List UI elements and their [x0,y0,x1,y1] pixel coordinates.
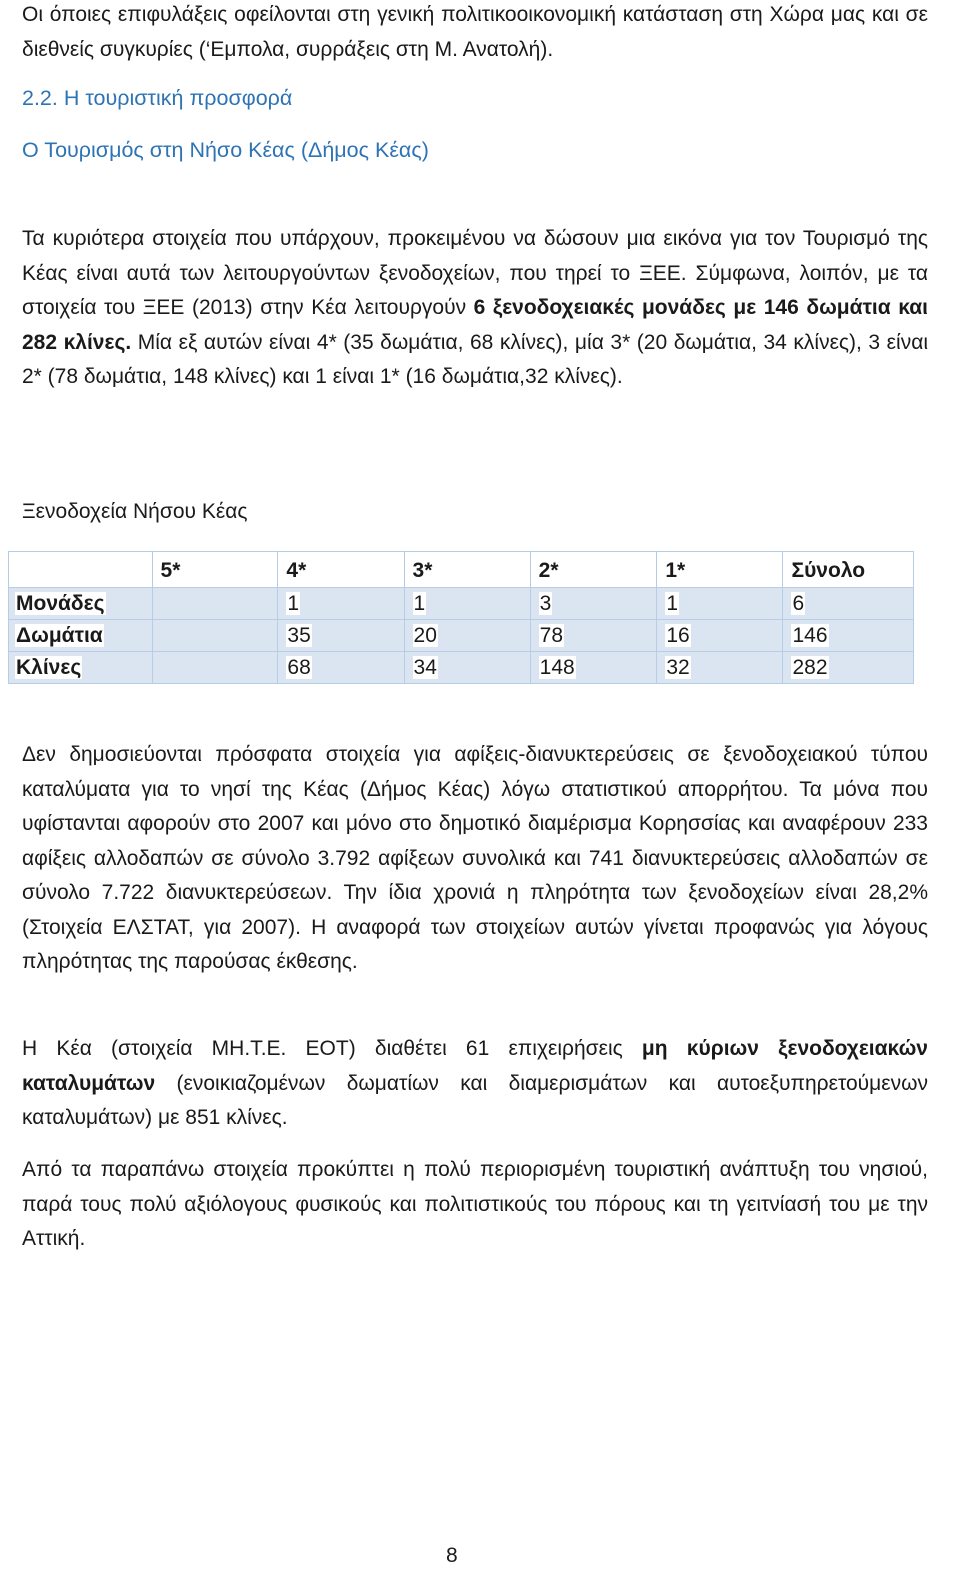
hotels-table [8,551,914,684]
subsection-heading: Ο Τουρισμός στη Νήσο Κέας (Δήμος Κέας) [22,138,429,162]
table-row [9,620,914,652]
table-row-label: Δωμάτια [9,620,153,652]
table-header-row [9,552,914,588]
arrivals-paragraph: Δεν δημοσιεύονται πρόσφατα στοιχεία για αφίξεις-διανυκτερεύσεις σε ξενοδοχειακού τύπου καταλύματα για το νησί της Κέας (Δήμος Κέας) λόγω στατιστικού απορρήτου. Τα μόνα που υφίστανται αφορούν στο 2007 και μόνο στο δημοτικό διαμέρισμα Κορησσίας και αναφέρουν 233 αφίξεις αλλοδαπών σε σύνολο 3.792 αφίξεων συνολικά και 741 διανυκτερεύσεις αλλοδαπών σε σύνολο 7.722 διανυκτερεύσεων. Την ίδια χρονιά η πληρότητα των ξενοδοχείων είναι 28,2% (Στοιχεία ΕΛΣΤΑΤ, για 2007). Η αναφορά των στοιχείων αυτών γίνεται προφανώς για λόγους πληρότητας της παρούσας έκθεσης. [22,743,928,973]
table-cell [152,588,278,620]
intro-paragraph: Οι όποιες επιφυλάξεις οφείλονται στη γενική πολιτικοοικονομική κατάσταση στη Χώρα μας και σε διεθνείς συγκυρίες (‘Εμπολα, συρράξεις στη Μ. Ανατολή). [22,3,928,61]
table-cell: 78 [530,620,657,652]
hotels-paragraph [22,222,928,395]
table-header-cell: Σύνολο [783,552,914,588]
table-cell: 32 [657,652,783,684]
hotels-paragraph-bold: 6 ξενοδοχειακές μονάδες με 146 δωμάτια και 282 κλίνες. [22,296,928,354]
table-cell [152,620,278,652]
table-cell: 1 [404,588,530,620]
table-cell: 35 [278,620,404,652]
table-cell: 148 [530,652,657,684]
rooms-paragraph-text-1: Η Κέα (στοιχεία ΜΗ.Τ.Ε. ΕΟΤ) διαθέτει 61 επιχειρήσεις [22,1037,642,1060]
table-cell: 1 [657,588,783,620]
table-cell: 282 [783,652,914,684]
section-heading: 2.2. Η τουριστική προσφορά [22,86,293,110]
table-header-cell: 4* [278,552,404,588]
table-header-cell: 2* [530,552,657,588]
table-header-cell: 5* [152,552,278,588]
table-header-cell [9,552,153,588]
table-cell: 68 [278,652,404,684]
page-number: 8 [446,1544,458,1567]
table-cell: 6 [783,588,914,620]
table-cell: 1 [278,588,404,620]
table-row [9,588,914,620]
hotels-paragraph-text-2: Μία εξ αυτών είναι 4* (35 δωμάτια, 68 κλίνες), μία 3* (20 δωμάτια, 34 κλίνες), 3 είναι 2* (78 δωμάτια, 148 κλίνες) και 1 είναι 1* (16 δωμάτια,32 κλίνες). [22,330,928,388]
table-cell: 20 [404,620,530,652]
hotels-paragraph-text-1: Τα κυριότερα στοιχεία που υπάρχουν, προκειμένου να δώσουν μια εικόνα για τον Τουρισμό της Κέας είναι αυτά των λειτουργούντων ξενοδοχείων, που τηρεί το ΞΕΕ. Σύμφωνα, λοιπόν, με τα στοιχεία του ΞΕΕ (2013) στην Κέα λειτουργούν [22,227,928,319]
conclusion-paragraph: Από τα παραπάνω στοιχεία προκύπτει η πολύ περιορισμένη τουριστική ανάπτυξη του νησιού, παρά τους πολύ αξιόλογους φυσικούς και πολιτιστικούς του πόρους και τη γειτνίασή του με την Αττική. [22,1158,928,1250]
rooms-paragraph [22,1032,928,1136]
table-row-label: Μονάδες [9,588,153,620]
table-cell [152,652,278,684]
table-title: Ξενοδοχεία Νήσου Κέας [22,500,248,523]
table-row [9,652,914,684]
table-cell: 146 [783,620,914,652]
table-row-label: Κλίνες [9,652,153,684]
table-cell: 16 [657,620,783,652]
table-cell: 34 [404,652,530,684]
rooms-paragraph-text-2: (ενοικιαζομένων δωματίων και διαμερισμάτων και αυτοεξυπηρετούμενων καταλυμάτων) με 851 κλίνες. [22,1071,928,1129]
table-cell: 3 [530,588,657,620]
table-header-cell: 3* [404,552,530,588]
table-header-cell: 1* [657,552,783,588]
rooms-paragraph-bold: μη κύριων ξενοδοχειακών καταλυμάτων [22,1037,928,1095]
